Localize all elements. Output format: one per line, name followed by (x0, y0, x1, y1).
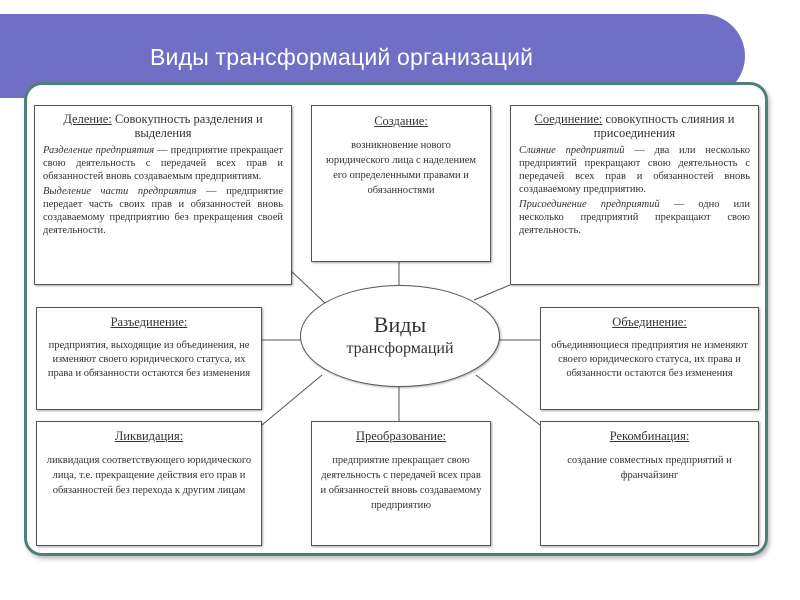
division-term-1: Разделение предприятия (43, 145, 155, 156)
box-association (540, 307, 759, 410)
box-association-title: Объединение: (612, 315, 687, 329)
box-liquidation-title: Ликвидация: (114, 429, 184, 443)
division-text-1: — предприятие прекращает свою деятельность с передачей всех прав и обязанностей вновь создаваемым предприятиям. (43, 145, 283, 182)
connector-division (290, 270, 325, 303)
merger-term-2: Присоединение предприятий (519, 199, 660, 210)
box-conversion (311, 421, 491, 546)
merger-text-2: — одно или несколько предприятий прекращают свою деятельность. (519, 199, 750, 236)
merger-term-1: Слияние предприятий (519, 145, 625, 156)
box-merger (510, 105, 759, 285)
connector-recombination (476, 375, 540, 425)
box-division-title: Деление: (63, 112, 112, 126)
box-creation-text: возникновение нового юридического лица с наделением его определенными правами и обязанностями (325, 140, 477, 196)
box-merger-title: Соединение: (534, 112, 603, 126)
center-ellipse (300, 285, 500, 387)
box-recombination-title: Рекомбинация: (609, 429, 690, 443)
box-liquidation (36, 421, 262, 546)
box-recombination-text: создание совместных предприятий и франчайзинг (567, 455, 732, 481)
connector-merger (474, 285, 510, 300)
division-text-2: — предприятие передает часть своих прав и обязанностей вновь создаваемому предприятию без прекращения своей деятельности. (43, 186, 284, 236)
box-division-subtitle: Совокупность разделения и выделения (114, 112, 263, 140)
center-label-line1: Виды (373, 312, 427, 337)
slide-title: Виды трансформаций организаций (150, 44, 534, 70)
box-association-text: объединяющиеся предприятия не изменяют своего юридического статуса, их права и обязанности остаются без изменения (551, 340, 748, 379)
merger-text-1: — два или несколько предприятий прекращают свою деятельность с передачей всех прав и обязанностей вновь создаваемому предприятию. (519, 145, 750, 195)
box-conversion-title: Преобразование: (355, 429, 447, 443)
box-creation-title: Создание: (374, 114, 428, 128)
box-division (34, 105, 292, 285)
connector-liquidation (262, 375, 322, 425)
box-separation-text: предприятия, выходящие из объединения, не изменяют своего юридического статуса, их права и обязанности остаются без изменения (47, 340, 251, 379)
box-liquidation-text: ликвидация соответствующего юридического лица, т.е. прекращение действия его прав и обязанностей без перехода к другим лицам (46, 455, 252, 496)
box-creation (311, 105, 491, 262)
box-recombination (540, 421, 759, 546)
center-label-line2: трансформаций (346, 340, 454, 357)
division-term-2: Выделение части предприятия (43, 186, 197, 197)
box-merger-subtitle: совокупность слияния и присоединения (593, 112, 735, 140)
box-conversion-text: предприятие прекращает свою деятельность с передачей всех прав и обязанностей вновь создаваемому предприятию (320, 455, 482, 511)
box-separation-title: Разъединение: (110, 315, 188, 329)
box-separation (36, 307, 262, 410)
